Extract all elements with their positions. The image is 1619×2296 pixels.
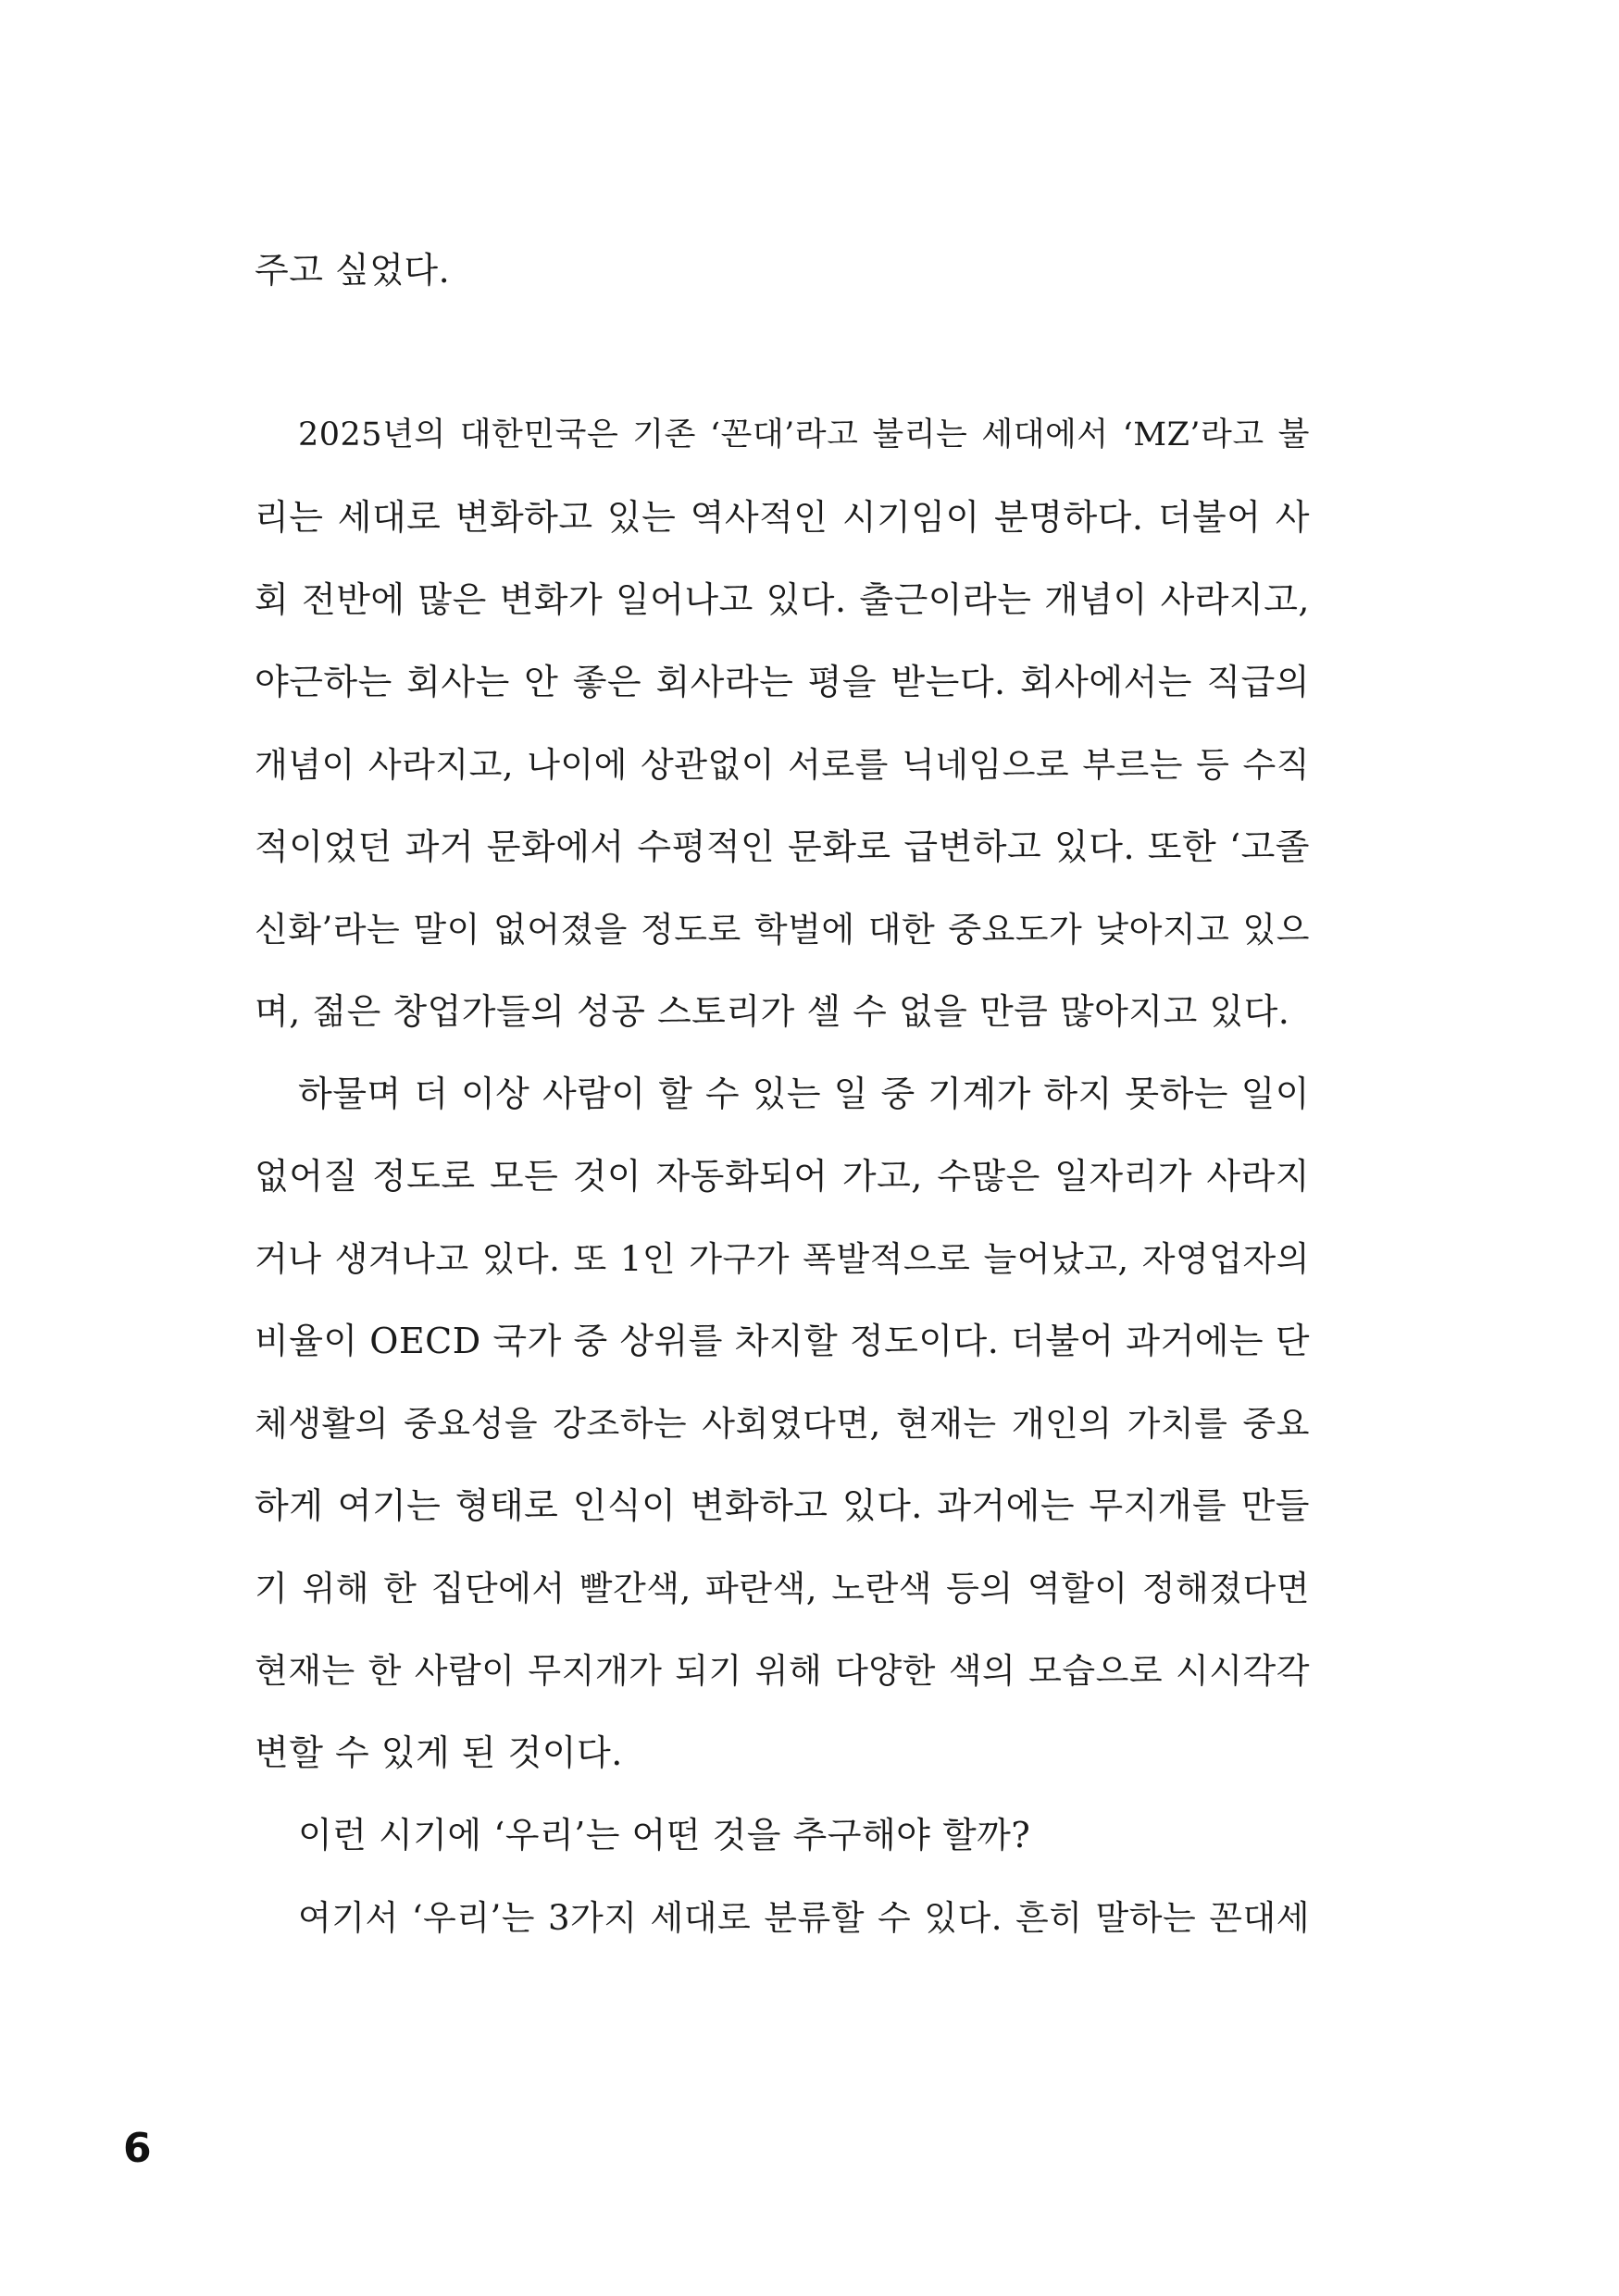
text-line: 기 위해 한 집단에서 빨간색, 파란색, 노란색 등의 역할이 정해졌다면 (255, 1569, 1310, 1608)
text-line: 야근하는 회사는 안 좋은 회사라는 평을 받는다. 회사에서는 직급의 (255, 662, 1310, 702)
text-line: 여기서 ‘우리’는 3가지 세대로 분류할 수 있다. 흔히 말하는 꼰대세 (298, 1898, 1310, 1938)
text-line: 거나 생겨나고 있다. 또 1인 가구가 폭발적으로 늘어났고, 자영업자의 (255, 1239, 1310, 1279)
text-line: 비율이 OECD 국가 중 상위를 차지할 정도이다. 더불어 과거에는 단 (255, 1321, 1310, 1361)
text-line: 며, 젊은 창업가들의 성공 스토리가 셀 수 없을 만큼 많아지고 있다. (255, 991, 1290, 1032)
text-line: 체생활의 중요성을 강조하는 사회였다면, 현재는 개인의 가치를 중요 (255, 1404, 1310, 1444)
text-line: 2025년의 대한민국은 기존 ‘꼰대’라고 불리는 세대에서 ‘MZ’라고 불 (298, 416, 1310, 453)
text-line: 신화’라는 말이 없어졌을 정도로 학벌에 대한 중요도가 낮아지고 있으 (255, 910, 1310, 949)
text-line: 없어질 정도로 모든 것이 자동화되어 가고, 수많은 일자리가 사라지 (255, 1156, 1310, 1197)
text-line: 회 전반에 많은 변화가 일어나고 있다. 출근이라는 개념이 사라지고, (255, 579, 1310, 620)
text-line: 현재는 한 사람이 무지개가 되기 위해 다양한 색의 모습으로 시시각각 (255, 1651, 1310, 1691)
body-text (255, 230, 1310, 1959)
text-line: 하게 여기는 형태로 인식이 변화하고 있다. 과거에는 무지개를 만들 (255, 1485, 1310, 1526)
text-line: 주고 싶었다. (255, 250, 451, 291)
text-line: 이런 시기에 ‘우리’는 어떤 것을 추구해야 할까? (298, 1815, 1031, 1855)
text-line: 적이었던 과거 문화에서 수평적인 문화로 급변하고 있다. 또한 ‘고졸 (255, 826, 1310, 867)
text-line: 개념이 사라지고, 나이에 상관없이 서로를 닉네임으로 부르는 등 수직 (255, 745, 1310, 785)
paragraph-gap (255, 312, 1310, 394)
page-number: 6 (123, 2125, 152, 2172)
text-line: 변할 수 있게 된 것이다. (255, 1732, 623, 1773)
text-line: 리는 세대로 변화하고 있는 역사적인 시기임이 분명하다. 더불어 사 (255, 497, 1310, 538)
text-line: 하물며 더 이상 사람이 할 수 있는 일 중 기계가 하지 못하는 일이 (298, 1074, 1310, 1114)
